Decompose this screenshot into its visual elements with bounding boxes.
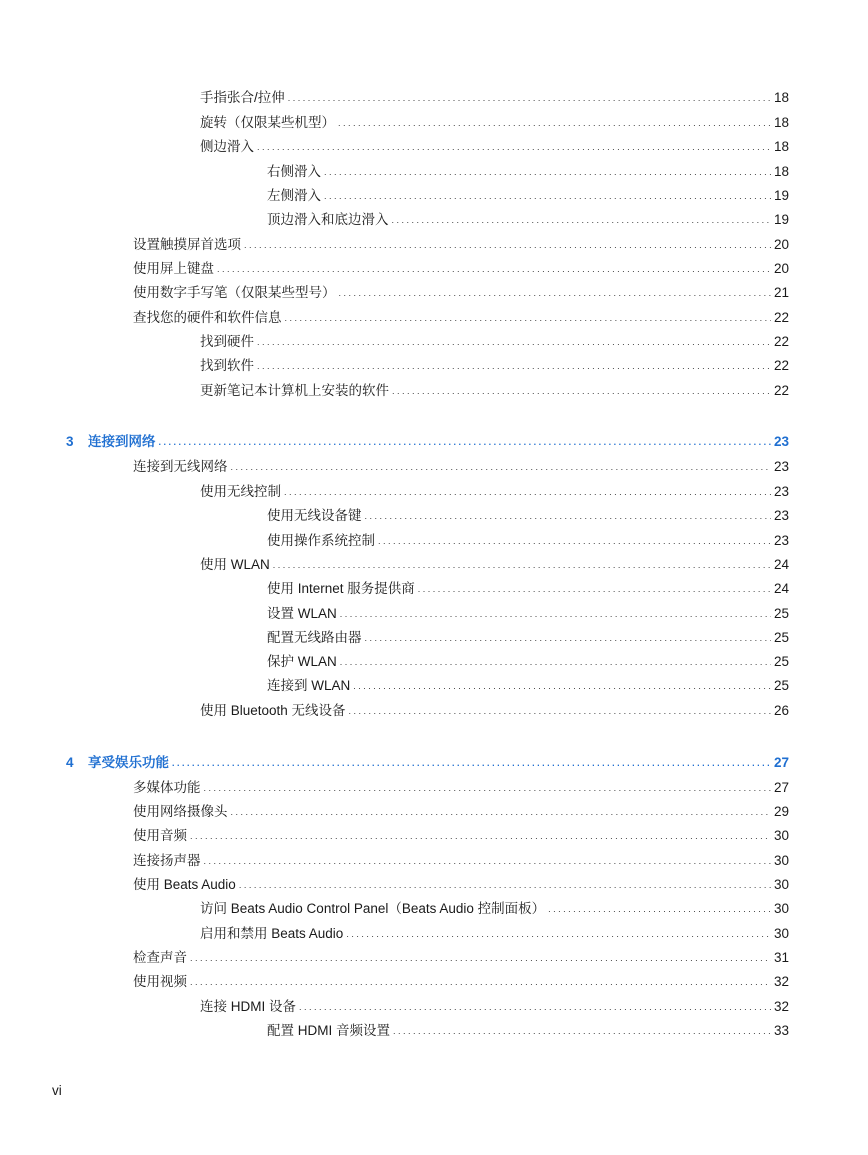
- toc-entry-title: 使用视频: [133, 974, 187, 989]
- dot-leader: [190, 949, 771, 966]
- toc-entry[interactable]: [200, 922, 789, 942]
- toc-entry-title: 配置 HDMI 音频设置: [267, 1023, 390, 1038]
- toc-entry[interactable]: [200, 699, 789, 719]
- toc-page-number: 25: [773, 654, 789, 669]
- toc-entry[interactable]: [200, 330, 789, 350]
- toc-page-number: 23: [773, 533, 789, 548]
- toc-entry[interactable]: [267, 208, 789, 228]
- toc-page-number: 32: [773, 974, 789, 989]
- toc-page-number: 22: [773, 358, 789, 373]
- toc-entry-title: 手指张合/拉伸: [200, 90, 285, 105]
- toc-entry-title: 使用 Beats Audio: [133, 877, 236, 892]
- dot-leader: [365, 507, 771, 524]
- toc-entry[interactable]: [133, 800, 789, 820]
- toc-page-number: 30: [773, 877, 789, 892]
- toc-page-number: 29: [773, 804, 789, 819]
- toc-entry[interactable]: [133, 946, 789, 966]
- toc-page-number: 19: [773, 188, 789, 203]
- toc-entry[interactable]: [200, 354, 789, 374]
- toc-entry[interactable]: [200, 897, 789, 917]
- dot-leader: [204, 852, 771, 869]
- toc-page-number: 23: [773, 434, 789, 449]
- toc-page-number: 30: [773, 926, 789, 941]
- dot-leader: [204, 779, 771, 796]
- dot-leader: [340, 653, 771, 670]
- toc-entry-title: 多媒体功能: [133, 780, 201, 795]
- toc-page-number: 24: [773, 581, 789, 596]
- toc-entry-title: 连接到 WLAN: [267, 678, 351, 693]
- toc-page-number: 23: [773, 508, 789, 523]
- toc-entry[interactable]: [200, 995, 789, 1015]
- toc-entry-title: 使用 WLAN: [200, 557, 270, 572]
- toc-entry-title: 找到硬件: [200, 334, 254, 349]
- toc-page-number: 30: [773, 853, 789, 868]
- toc-page-number: 30: [773, 901, 789, 916]
- toc-page-number: 32: [773, 999, 789, 1014]
- dot-leader: [257, 357, 771, 374]
- toc-entry[interactable]: [133, 281, 789, 301]
- dot-leader: [288, 89, 771, 106]
- toc-entry-title: 使用网络摄像头: [133, 804, 228, 819]
- toc-entry[interactable]: [133, 776, 789, 796]
- toc-page-number: 23: [773, 484, 789, 499]
- toc-entry[interactable]: [267, 626, 789, 646]
- toc-entry-title: 享受娱乐功能: [88, 755, 169, 770]
- toc-entry-title: 使用音频: [133, 828, 187, 843]
- toc-page-number: 18: [773, 164, 789, 179]
- dot-leader: [353, 677, 771, 694]
- toc-entry[interactable]: [200, 553, 789, 573]
- toc-page-number: 26: [773, 703, 789, 718]
- dot-leader: [340, 605, 771, 622]
- toc-entry-title: 连接 HDMI 设备: [200, 999, 296, 1014]
- dot-leader: [299, 998, 771, 1015]
- toc-entry-title: 访问 Beats Audio Control Panel（Beats Audio 控制面板）: [200, 901, 546, 916]
- page-folio: vi: [52, 1083, 62, 1098]
- toc-entry[interactable]: [267, 529, 789, 549]
- toc-entry[interactable]: [267, 650, 789, 670]
- toc-entry-title: 顶边滑入和底边滑入: [267, 212, 389, 227]
- toc-entry-title: 找到软件: [200, 358, 254, 373]
- dot-leader: [284, 483, 771, 500]
- toc-page-number: 18: [773, 90, 789, 105]
- toc-entry[interactable]: [267, 602, 789, 622]
- dot-leader: [231, 803, 771, 820]
- toc-entry[interactable]: [267, 504, 789, 524]
- toc-page-number: 19: [773, 212, 789, 227]
- toc-entry[interactable]: [133, 306, 789, 326]
- toc-entry-title: 使用屏上键盘: [133, 261, 214, 276]
- toc-entry-title: 连接扬声器: [133, 853, 201, 868]
- toc-entry-title: 更新笔记本计算机上安装的软件: [200, 383, 389, 398]
- toc-entry[interactable]: [200, 379, 789, 399]
- dot-leader: [378, 532, 771, 549]
- toc-entry[interactable]: [267, 577, 789, 597]
- dot-leader: [190, 973, 771, 990]
- toc-page-number: 18: [773, 139, 789, 154]
- dot-leader: [365, 629, 771, 646]
- toc-page-number: 25: [773, 606, 789, 621]
- toc-entry-title: 启用和禁用 Beats Audio: [200, 926, 344, 941]
- toc-entry[interactable]: [133, 849, 789, 869]
- dot-leader: [159, 433, 771, 450]
- dot-leader: [393, 1022, 771, 1039]
- toc-entry[interactable]: [200, 480, 789, 500]
- toc-page-number: 33: [773, 1023, 789, 1038]
- dot-leader: [346, 925, 771, 942]
- dot-leader: [190, 827, 771, 844]
- toc-entry-title: 使用 Bluetooth 无线设备: [200, 703, 346, 718]
- toc-entry-title: 设置触摸屏首选项: [133, 237, 241, 252]
- toc-entry-title: 保护 WLAN: [267, 654, 337, 669]
- dot-leader: [257, 138, 771, 155]
- dot-leader: [231, 458, 771, 475]
- toc-entry-title: 配置无线路由器: [267, 630, 362, 645]
- toc-entry[interactable]: [133, 257, 789, 277]
- dot-leader: [339, 284, 771, 301]
- toc-entry-title: 使用无线控制: [200, 484, 281, 499]
- toc-entry[interactable]: [267, 1019, 789, 1039]
- toc-chapter-entry[interactable]: [66, 430, 789, 450]
- toc-entry-title: 连接到无线网络: [133, 459, 228, 474]
- dot-leader: [392, 211, 771, 228]
- dot-leader: [324, 163, 771, 180]
- toc-page-number: 31: [773, 950, 789, 965]
- toc-entry[interactable]: [267, 160, 789, 180]
- toc-page-number: 24: [773, 557, 789, 572]
- toc-chapter-entry[interactable]: [66, 751, 789, 771]
- toc-entry[interactable]: [133, 824, 789, 844]
- dot-leader: [349, 702, 771, 719]
- toc-page-number: 22: [773, 334, 789, 349]
- toc-page-number: 25: [773, 630, 789, 645]
- toc-entry[interactable]: [133, 873, 789, 893]
- toc-page-number: 22: [773, 383, 789, 398]
- chapter-number: 3: [66, 434, 74, 449]
- toc-entry[interactable]: [267, 184, 789, 204]
- toc-page-number: 23: [773, 459, 789, 474]
- toc-entry[interactable]: [200, 86, 789, 106]
- dot-leader: [285, 309, 771, 326]
- toc-entry-title: 左侧滑入: [267, 188, 321, 203]
- toc-entry-title: 连接到网络: [88, 434, 156, 449]
- dot-leader: [548, 900, 771, 917]
- dot-leader: [338, 114, 771, 131]
- toc-page-number: 21: [773, 285, 789, 300]
- toc-entry[interactable]: [267, 674, 789, 694]
- toc-page-number: 27: [773, 780, 789, 795]
- toc-page-number: 30: [773, 828, 789, 843]
- toc-entry[interactable]: [133, 970, 789, 990]
- dot-leader: [172, 754, 771, 771]
- dot-leader: [239, 876, 771, 893]
- toc-entry-title: 旋转（仅限某些机型）: [200, 115, 335, 130]
- toc-entry-title: 使用无线设备键: [267, 508, 362, 523]
- toc-entry-title: 右侧滑入: [267, 164, 321, 179]
- chapter-number: 4: [66, 755, 74, 770]
- toc-entry-title: 检查声音: [133, 950, 187, 965]
- toc-entry-title: 查找您的硬件和软件信息: [133, 310, 282, 325]
- toc-entry[interactable]: [133, 455, 789, 475]
- dot-leader: [392, 382, 771, 399]
- toc-page-number: 20: [773, 261, 789, 276]
- dot-leader: [418, 580, 771, 597]
- dot-leader: [273, 556, 771, 573]
- toc-entry-title: 侧边滑入: [200, 139, 254, 154]
- toc-page-number: 18: [773, 115, 789, 130]
- toc-page-number: 25: [773, 678, 789, 693]
- toc-entry[interactable]: [133, 233, 789, 253]
- dot-leader: [257, 333, 771, 350]
- toc-entry-title: 使用数字手写笔（仅限某些型号）: [133, 285, 336, 300]
- toc-entry-title: 设置 WLAN: [267, 606, 337, 621]
- dot-leader: [244, 236, 771, 253]
- toc-entry-title: 使用 Internet 服务提供商: [267, 581, 415, 596]
- toc-entry[interactable]: [200, 135, 789, 155]
- toc-page-number: 20: [773, 237, 789, 252]
- toc-entry-title: 使用操作系统控制: [267, 533, 375, 548]
- toc-page-number: 27: [773, 755, 789, 770]
- toc-page-number: 22: [773, 310, 789, 325]
- dot-leader: [217, 260, 771, 277]
- toc-entry[interactable]: [200, 111, 789, 131]
- dot-leader: [324, 187, 771, 204]
